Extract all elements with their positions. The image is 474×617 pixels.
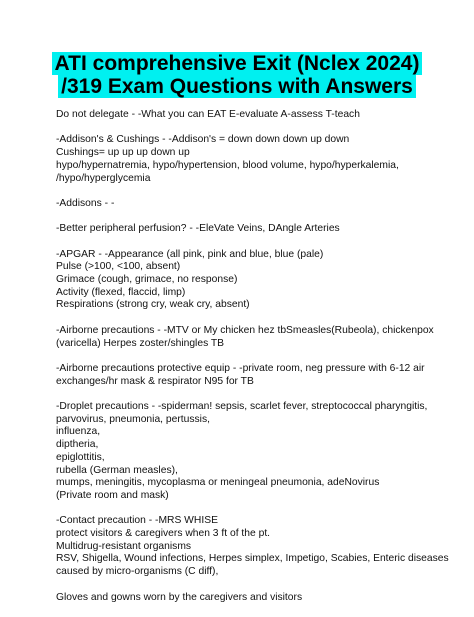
- text-line: -Droplet precautions - -spiderman! sepsis, scarlet fever, streptococcal pharyngitis,: [56, 401, 428, 413]
- text-block: [56, 109, 466, 122]
- text-line: hypo/hypernatremia, hypo/hypertension, blood volume, hypo/hyperkalemia,: [56, 159, 399, 171]
- text-block: [56, 515, 466, 579]
- text-line: -Airborne precautions protective equip - -private room, neg pressure with 6-12 air: [56, 362, 425, 374]
- text-line: Cushings= up up up down up: [56, 147, 190, 159]
- text-line: Gloves and gowns worn by the caregivers and visitors: [56, 591, 303, 603]
- text-line: Multidrug-resistant organisms: [56, 540, 192, 552]
- text-block: [56, 198, 466, 211]
- text-line: -Addison's & Cushings - -Addison's = down down down up down: [56, 134, 350, 146]
- text-block: [56, 401, 466, 503]
- text-line: rubella (German measles),: [56, 464, 178, 476]
- text-line: epiglottitis,: [56, 451, 105, 463]
- text-line: Respirations (strong cry, weak cry, absent): [56, 299, 250, 311]
- text-block: [56, 325, 466, 350]
- text-line: /hypo/hyperglycemia: [56, 172, 151, 184]
- document-body: [56, 109, 466, 617]
- text-line: diptheria,: [56, 439, 99, 451]
- text-line: Pulse (>100, <100, absent): [56, 261, 181, 273]
- text-line: -APGAR - -Appearance (all pink, pink and blue, blue (pale): [56, 248, 324, 260]
- text-line: exchanges/hr mask & respirator N95 for TB: [56, 375, 254, 387]
- text-block: [56, 592, 466, 605]
- text-line: -Contact precaution - -MRS WHISE: [56, 515, 218, 527]
- text-line: RSV, Shigella, Wound infections, Herpes simplex, Impetigo, Scabies, Enteric diseases: [56, 553, 449, 565]
- text-block: [56, 249, 466, 313]
- text-line: -Better peripheral perfusion? - -EleVate Veins, DAngle Arteries: [56, 223, 340, 235]
- text-line: -Addisons - -: [56, 197, 115, 209]
- text-line: Grimace (cough, grimace, no response): [56, 274, 238, 286]
- text-line: (Private room and mask): [56, 489, 169, 501]
- text-line: protect visitors & caregivers when 3 ft of the pt.: [56, 528, 271, 540]
- text-line: parvovirus, pneumonia, pertussis,: [56, 413, 210, 425]
- title-line-1: ATI comprehensive Exit (Nclex 2024): [52, 52, 423, 75]
- text-line: (varicella) Herpes zoster/shingles TB: [56, 337, 225, 349]
- text-block: [56, 363, 466, 388]
- text-line: Do not delegate - -What you can EAT E-evaluate A-assess T-teach: [56, 109, 360, 120]
- text-line: caused by micro-organisms (C diff),: [56, 566, 219, 578]
- text-line: mumps, meningitis, mycoplasma or meningeal pneumonia, adeNovirus: [56, 477, 380, 489]
- text-line: -Airborne precautions - -MTV or My chicken hez tbSmeasles(Rubeola), chickenpox: [56, 324, 434, 336]
- text-line: influenza,: [56, 426, 101, 438]
- text-block: [56, 223, 466, 236]
- text-line: Activity (flexed, flaccid, limp): [56, 286, 186, 298]
- document-title: [0, 52, 474, 98]
- text-block: [56, 134, 466, 185]
- title-line-2: /319 Exam Questions with Answers: [58, 75, 416, 98]
